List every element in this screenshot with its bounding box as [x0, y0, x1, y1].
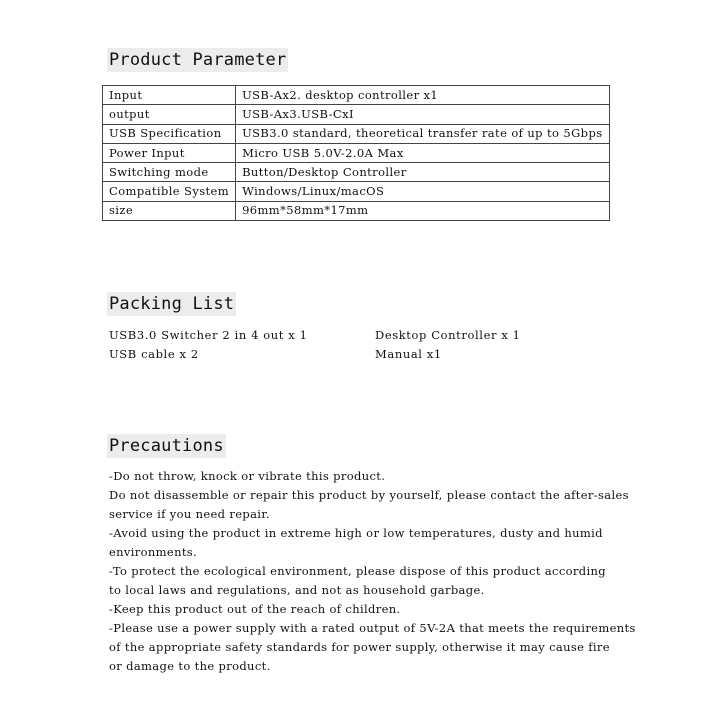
precaution-line: -Do not throw, knock or vibrate this product. — [109, 469, 386, 483]
packing-list-item: USB cable x 2 — [109, 347, 199, 361]
table-row — [103, 201, 610, 220]
param-value: USB-Ax3.USB-CxI — [236, 105, 609, 124]
param-label: Switching mode — [103, 163, 236, 182]
param-label: size — [103, 201, 236, 220]
precaution-line: Do not disassemble or repair this product by yourself, please contact the after-sales — [109, 488, 629, 502]
product-parameter-heading: Product Parameter — [109, 50, 287, 70]
packing-list-item: Manual x1 — [375, 347, 442, 361]
precaution-line: -Keep this product out of the reach of children. — [109, 602, 401, 616]
table-row — [103, 143, 610, 162]
param-label: output — [103, 105, 236, 124]
param-value: USB3.0 standard, theoretical transfer rate of up to 5Gbps — [236, 124, 609, 143]
precaution-line: of the appropriate safety standards for power supply, otherwise it may cause fire — [109, 640, 610, 654]
param-label: Compatible System — [103, 182, 236, 201]
param-value: Windows/Linux/macOS — [236, 182, 609, 201]
table-row — [103, 105, 610, 124]
packing-list-heading: Packing List — [109, 294, 235, 314]
precaution-line: -Avoid using the product in extreme high or low temperatures, dusty and humid — [109, 526, 603, 540]
param-label: Input — [103, 86, 236, 105]
packing-list-item: USB3.0 Switcher 2 in 4 out x 1 — [109, 328, 308, 342]
precaution-line: service if you need repair. — [109, 507, 270, 521]
param-value: Button/Desktop Controller — [236, 163, 609, 182]
precaution-line: or damage to the product. — [109, 659, 271, 673]
param-value: USB-Ax2. desktop controller x1 — [236, 86, 609, 105]
param-value: Micro USB 5.0V-2.0A Max — [236, 143, 609, 162]
param-label: USB Specification — [103, 124, 236, 143]
table-row — [103, 163, 610, 182]
param-value: 96mm*58mm*17mm — [236, 201, 609, 220]
product-parameter-table — [102, 85, 610, 221]
packing-list-item: Desktop Controller x 1 — [375, 328, 521, 342]
table-row — [103, 124, 610, 143]
param-label: Power Input — [103, 143, 236, 162]
table-row — [103, 182, 610, 201]
precaution-line: -To protect the ecological environment, please dispose of this product according — [109, 564, 606, 578]
precaution-line: -Please use a power supply with a rated output of 5V-2A that meets the requirements — [109, 621, 636, 635]
table-row — [103, 86, 610, 105]
precautions-heading: Precautions — [109, 436, 224, 456]
precaution-line: environments. — [109, 545, 198, 559]
precaution-line: to local laws and regulations, and not as household garbage. — [109, 583, 485, 597]
